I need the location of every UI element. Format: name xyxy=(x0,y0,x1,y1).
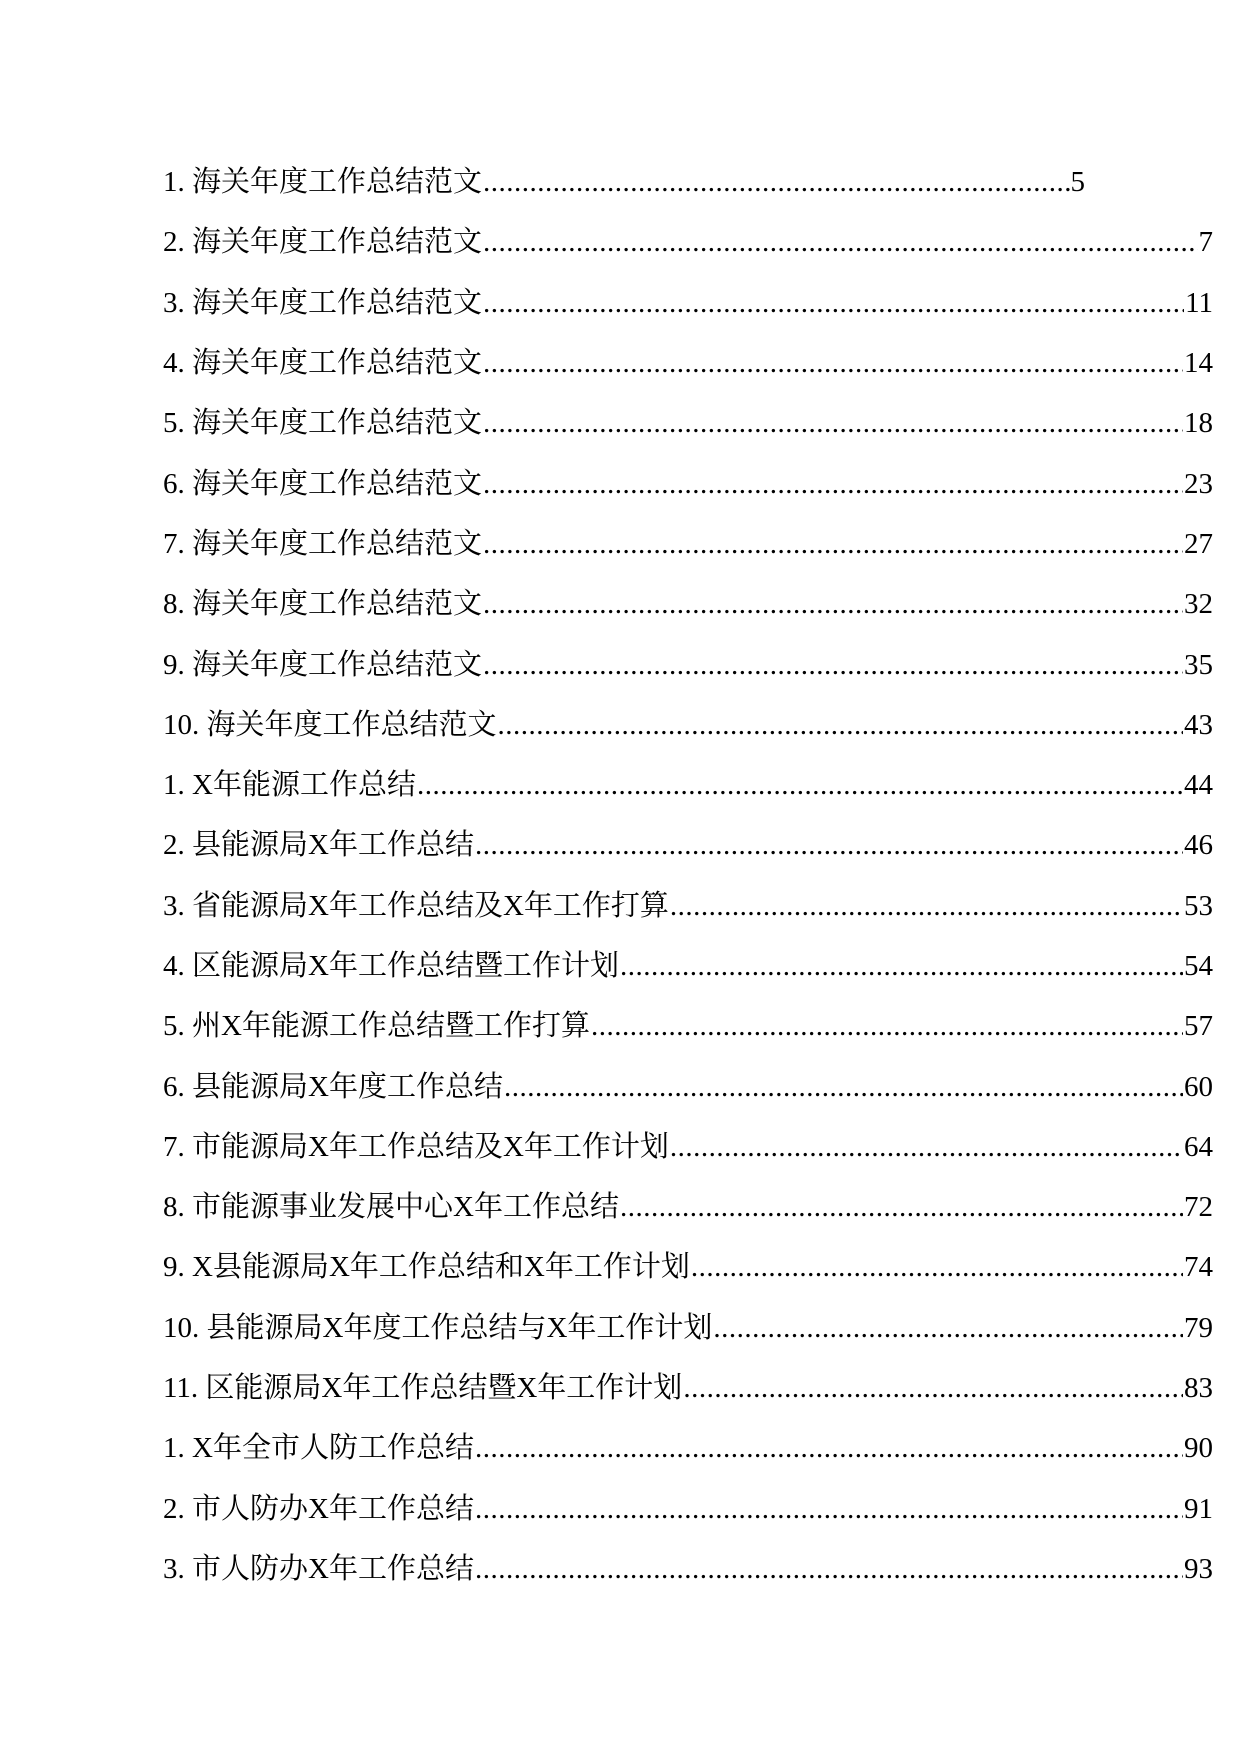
toc-entry[interactable] xyxy=(163,1479,1213,1539)
toc-entry-page: 83 xyxy=(1184,1372,1213,1405)
toc-dot-leader xyxy=(483,333,1183,393)
toc-dot-leader xyxy=(683,1358,1183,1418)
toc-entry-page: 27 xyxy=(1184,527,1213,560)
toc-entry-title: 4. 区能源局X年工作总结暨工作计划 xyxy=(163,950,619,982)
toc-dot-leader xyxy=(483,454,1183,514)
toc-entry-title: 2. 市人防办X年工作总结 xyxy=(163,1492,474,1525)
toc-entry-page: 57 xyxy=(1184,1010,1213,1043)
toc-entry-page: 23 xyxy=(1184,467,1213,500)
toc-dot-leader xyxy=(475,815,1183,875)
toc-entry-title: 9. 海关年度工作总结范文 xyxy=(163,648,483,681)
toc-entry-title: 3. 省能源局X年工作总结及X年工作打算 xyxy=(163,889,669,922)
toc-entry-page: 43 xyxy=(1184,708,1213,741)
toc-entry-title: 10. 县能源局X年度工作总结与X年工作计划 xyxy=(163,1311,713,1344)
toc-dot-leader xyxy=(483,152,1069,212)
toc-dot-leader xyxy=(475,1479,1183,1539)
toc-entry[interactable] xyxy=(163,1117,1213,1177)
toc-entry[interactable] xyxy=(163,1358,1213,1418)
toc-entry-page: 54 xyxy=(1184,950,1213,982)
toc-entry-title: 2. 海关年度工作总结范文 xyxy=(163,226,483,259)
toc-entry-title: 1. X年能源工作总结 xyxy=(163,769,416,802)
toc-entry-page: 46 xyxy=(1184,829,1213,862)
toc-dot-leader xyxy=(483,635,1183,695)
toc-entry-page: 44 xyxy=(1184,769,1213,802)
toc-entry-page: 35 xyxy=(1184,648,1213,681)
toc-entry[interactable] xyxy=(163,574,1213,634)
toc-entry[interactable] xyxy=(163,1237,1213,1297)
toc-entry-page: 5 xyxy=(1070,166,1085,199)
toc-entry[interactable] xyxy=(163,755,1213,815)
toc-entry-title: 3. 市人防办X年工作总结 xyxy=(163,1552,474,1585)
toc-entry[interactable] xyxy=(163,634,1213,694)
toc-entry[interactable] xyxy=(163,152,1085,212)
toc-dot-leader xyxy=(670,876,1183,936)
toc-entry-title: 1. X年全市人防工作总结 xyxy=(163,1432,474,1465)
toc-entry-page: 72 xyxy=(1184,1191,1213,1224)
toc-entry[interactable] xyxy=(163,936,1213,996)
toc-entry[interactable] xyxy=(163,1418,1213,1478)
toc-entry[interactable] xyxy=(163,1298,1213,1358)
toc-entry-page: 74 xyxy=(1184,1251,1213,1284)
toc-entry-title: 6. 县能源局X年度工作总结 xyxy=(163,1070,503,1103)
toc-dot-leader xyxy=(691,1237,1183,1297)
toc-entry-title: 2. 县能源局X年工作总结 xyxy=(163,829,474,862)
toc-entry-page: 90 xyxy=(1184,1432,1213,1465)
toc-entry[interactable] xyxy=(163,514,1213,574)
toc-entry-page: 64 xyxy=(1184,1130,1213,1163)
toc-entry-title: 4. 海关年度工作总结范文 xyxy=(163,347,483,380)
toc-entry-title: 5. 州X年能源工作总结暨工作打算 xyxy=(163,1010,590,1043)
toc-dot-leader xyxy=(475,1418,1183,1478)
toc-entry[interactable] xyxy=(163,695,1213,755)
toc-entry-page: 7 xyxy=(1198,226,1213,259)
toc-dot-leader xyxy=(475,1539,1183,1599)
toc-dot-leader xyxy=(483,514,1183,574)
toc-dot-leader xyxy=(591,996,1183,1056)
toc-dot-leader xyxy=(483,574,1183,634)
toc-dot-leader xyxy=(670,1117,1183,1177)
toc-entry[interactable] xyxy=(163,393,1213,453)
toc-entry-title: 6. 海关年度工作总结范文 xyxy=(163,467,483,500)
toc-dot-leader xyxy=(483,393,1183,453)
table-of-contents xyxy=(163,152,1213,1599)
toc-entry-title: 8. 市能源事业发展中心X年工作总结 xyxy=(163,1191,619,1224)
toc-entry[interactable] xyxy=(163,1539,1213,1599)
toc-entry-page: 91 xyxy=(1184,1492,1213,1525)
toc-dot-leader xyxy=(498,695,1183,755)
toc-entry[interactable] xyxy=(163,876,1213,936)
toc-dot-leader xyxy=(483,273,1184,333)
toc-entry-page: 11 xyxy=(1185,286,1213,319)
toc-entry[interactable] xyxy=(163,815,1213,875)
toc-entry-page: 93 xyxy=(1184,1552,1213,1585)
toc-entry-page: 18 xyxy=(1184,407,1213,440)
toc-entry-title: 7. 市能源局X年工作总结及X年工作计划 xyxy=(163,1130,669,1163)
toc-entry-title: 8. 海关年度工作总结范文 xyxy=(163,588,483,621)
toc-entry-page: 32 xyxy=(1184,588,1213,621)
toc-entry[interactable] xyxy=(163,1056,1213,1116)
toc-entry-title: 10. 海关年度工作总结范文 xyxy=(163,708,497,741)
toc-dot-leader xyxy=(504,1057,1183,1117)
toc-entry[interactable] xyxy=(163,1177,1213,1237)
toc-entry-title: 1. 海关年度工作总结范文 xyxy=(163,166,483,199)
toc-dot-leader xyxy=(620,936,1183,996)
toc-entry[interactable] xyxy=(163,333,1213,393)
toc-entry[interactable] xyxy=(163,212,1213,272)
toc-entry-page: 79 xyxy=(1184,1311,1213,1344)
toc-dot-leader xyxy=(417,755,1183,815)
toc-entry-page: 53 xyxy=(1184,889,1213,922)
toc-entry-title: 3. 海关年度工作总结范文 xyxy=(163,286,483,319)
toc-entry-title: 7. 海关年度工作总结范文 xyxy=(163,527,483,560)
toc-dot-leader xyxy=(483,212,1197,272)
toc-entry-title: 9. X县能源局X年工作总结和X年工作计划 xyxy=(163,1251,690,1284)
toc-entry-title: 11. 区能源局X年工作总结暨X年工作计划 xyxy=(163,1372,683,1405)
toc-dot-leader xyxy=(620,1177,1183,1237)
toc-entry[interactable] xyxy=(163,996,1213,1056)
toc-dot-leader xyxy=(713,1298,1183,1358)
toc-entry[interactable] xyxy=(163,273,1213,333)
toc-entry-title: 5. 海关年度工作总结范文 xyxy=(163,407,483,440)
toc-entry-page: 60 xyxy=(1184,1070,1213,1103)
toc-entry-page: 14 xyxy=(1184,347,1213,380)
toc-entry[interactable] xyxy=(163,453,1213,513)
